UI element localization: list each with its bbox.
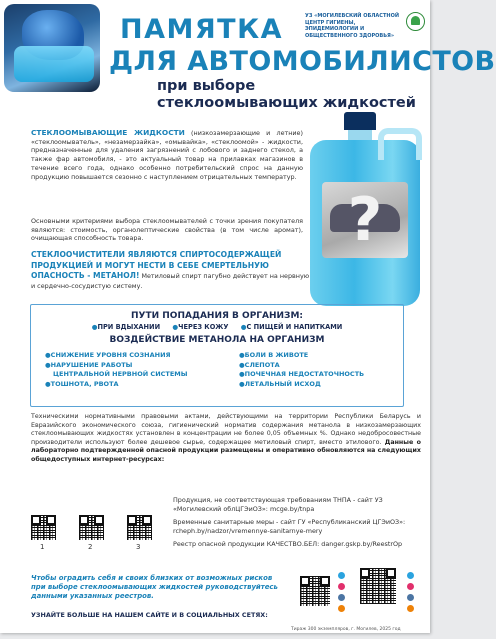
resource-item: Реестр опасной продукции КАЧЕСТВО.БЕЛ: danger.gskp.by/ReestrOp (173, 540, 403, 549)
ok-icon[interactable] (338, 605, 345, 612)
warning-highlight: СТЕКЛООЧИСТИТЕЛИ ЯВЛЯЮТСЯ СПИРТОСОДЕРЖАЩЕЙ ПРОДУКЦИЕЙ И МОГУТ НЕСТИ В СЕБЕ СМЕРТЕЛЬНУЮ ОПАСНОСТЬ - МЕТАНОЛ! (31, 250, 282, 280)
effect-item: ● ЛЕТАЛЬНЫЙ ИСХОД (239, 380, 364, 390)
canister-cap (344, 112, 376, 130)
instagram-icon[interactable] (407, 583, 414, 590)
resource-item: Продукция, не соответствующая требованиям ТНПА - сайт УЗ «Могилевский облЦГЭиОЗ»: mcge.by/tnpa (173, 496, 383, 513)
intro-highlight: СТЕКЛООМЫВАЮЩИЕ ЖИДКОСТИ (31, 128, 185, 137)
ok-icon[interactable] (407, 605, 414, 612)
canister-neck (348, 130, 372, 140)
qr-code-3[interactable] (127, 515, 152, 540)
qr-label-1: 1 (40, 543, 45, 551)
canister-illustration (304, 112, 426, 308)
telegram-icon[interactable] (407, 572, 414, 579)
effects-list-right (239, 351, 364, 390)
effects-list-left (45, 351, 188, 390)
resources-list (173, 496, 423, 554)
canister-label (322, 182, 408, 258)
effects-heading: ВОЗДЕЙСТВИЕ МЕТАНОЛА НА ОРГАНИЗМ (109, 335, 325, 345)
warning-paragraph (31, 250, 311, 291)
social-qr-code-1[interactable] (300, 576, 330, 606)
hero-photo (4, 4, 100, 92)
canister-handle (378, 128, 422, 160)
paths-heading: ПУТИ ПОПАДАНИЯ В ОРГАНИЗМ: (130, 311, 304, 321)
effect-item: ● БОЛИ В ЖИВОТЕ (239, 351, 364, 361)
qr-label-2: 2 (88, 543, 93, 551)
effect-item-continuation: ЦЕНТРАЛЬНОЙ НЕРВНОЙ СИСТЕМЫ (53, 370, 188, 379)
methanol-info-box (30, 304, 404, 407)
effect-item: ● СЛЕПОТА (239, 361, 364, 371)
vk-icon[interactable] (407, 594, 414, 601)
legal-paragraph (31, 413, 421, 465)
title-line-1: ПАМЯТКА (120, 14, 284, 45)
path-item: ● С ПИЩЕЙ И НАПИТКАМИ (241, 323, 343, 331)
criteria-paragraph: Основными критериями выбора стеклоомывателей с точки зрения покупателя являются: стоимость, органолептические свойства (в том числе аромат), очищающая способность товара. (31, 217, 303, 243)
resource-item: Временные санитарные меры - сайт ГУ «Республиканский ЦГЭиОЗ»: rcheph.by/nadzor/vremennye-sanitarnye-mery (173, 518, 406, 535)
path-item: ● ЧЕРЕЗ КОЖУ (172, 323, 228, 331)
callout-text: Чтобы оградить себя и своих близких от возможных рисков при выборе стеклоомывающих жидкостей руководствуйтесь данными указанных реестров. (31, 574, 278, 600)
title-line-2: ДЛЯ АВТОМОБИЛИСТОВ (109, 46, 496, 77)
instagram-icon[interactable] (338, 583, 345, 590)
qr-code-1[interactable] (31, 515, 56, 540)
subtitle: при выборе стеклоомывающих жидкостей (157, 78, 416, 111)
print-run-imprint: Тираж 300 экземпляров, г. Могилев, 2025 год (291, 627, 401, 632)
effect-item: ● ПОЧЕЧНАЯ НЕДОСТАТОЧНОСТЬ (239, 370, 364, 380)
legal-bold-text: Данные о лабораторно подтвержденной опасной продукции размещены и оперативно обновляются на следующих общедоступных интернет-ресурсах: (31, 438, 421, 463)
legal-text: Техническими нормативными правовыми актами, действующими на территории Республики Беларусь и Евразийского экономического союза, гигиенический норматив содержания метанола в низкозамерзающих стеклоомывающих жидкостях установлен в концентрации не более 0,05 объемных %. Однако недобросовестные производители используют более дешевое сырье, содержащее метиловый спирт, вместо этилового. (31, 413, 421, 446)
paths-list (31, 323, 403, 331)
footer-text: УЗНАЙТЕ БОЛЬШЕ НА НАШЕМ САЙТЕ И В СОЦИАЛЬНЫХ СЕТЯХ: (31, 611, 268, 619)
intro-text: (низкозамерзающие и летние) «стеклоомыватель», «незамерзайка», «омывайка», «стеклоомой» - жидкости, предназначенные для удаления загрязнений с лобового и заднего стекол, а также фар автомобиля, - это актуальный товар на прилавках магазинов в течение всего года, однако особенно потребительский спрос на данную продукцию повышается сезонно с наступлением отрицательных температур. (31, 129, 303, 181)
effect-item: ● НАРУШЕНИЕ РАБОТЫ (45, 361, 188, 371)
social-qr-code-2[interactable] (360, 568, 396, 604)
warning-text: Метиловый спирт пагубно действует на нервную и сердечно-сосудистую систему. (31, 272, 310, 290)
question-mark-icon: ? (347, 185, 383, 255)
telegram-icon[interactable] (338, 572, 345, 579)
qr-label-3: 3 (136, 543, 141, 551)
qr-code-2[interactable] (79, 515, 104, 540)
organization-name: УЗ «МОГИЛЕВСКИЙ ОБЛАСТНОЙ ЦЕНТР ГИГИЕНЫ, ЭПИДЕМИОЛОГИИ И ОБЩЕСТВЕННОГО ЗДОРОВЬЯ» (305, 13, 400, 39)
vk-icon[interactable] (338, 594, 345, 601)
effect-item: ● ТОШНОТА, РВОТА (45, 380, 188, 390)
intro-paragraph (31, 129, 303, 181)
organization-logo-icon (406, 12, 425, 31)
effect-item: ● СНИЖЕНИЕ УРОВНЯ СОЗНАНИЯ (45, 351, 188, 361)
path-item: ● ПРИ ВДЫХАНИИ (92, 323, 160, 331)
washer-bottle-image (14, 46, 94, 82)
